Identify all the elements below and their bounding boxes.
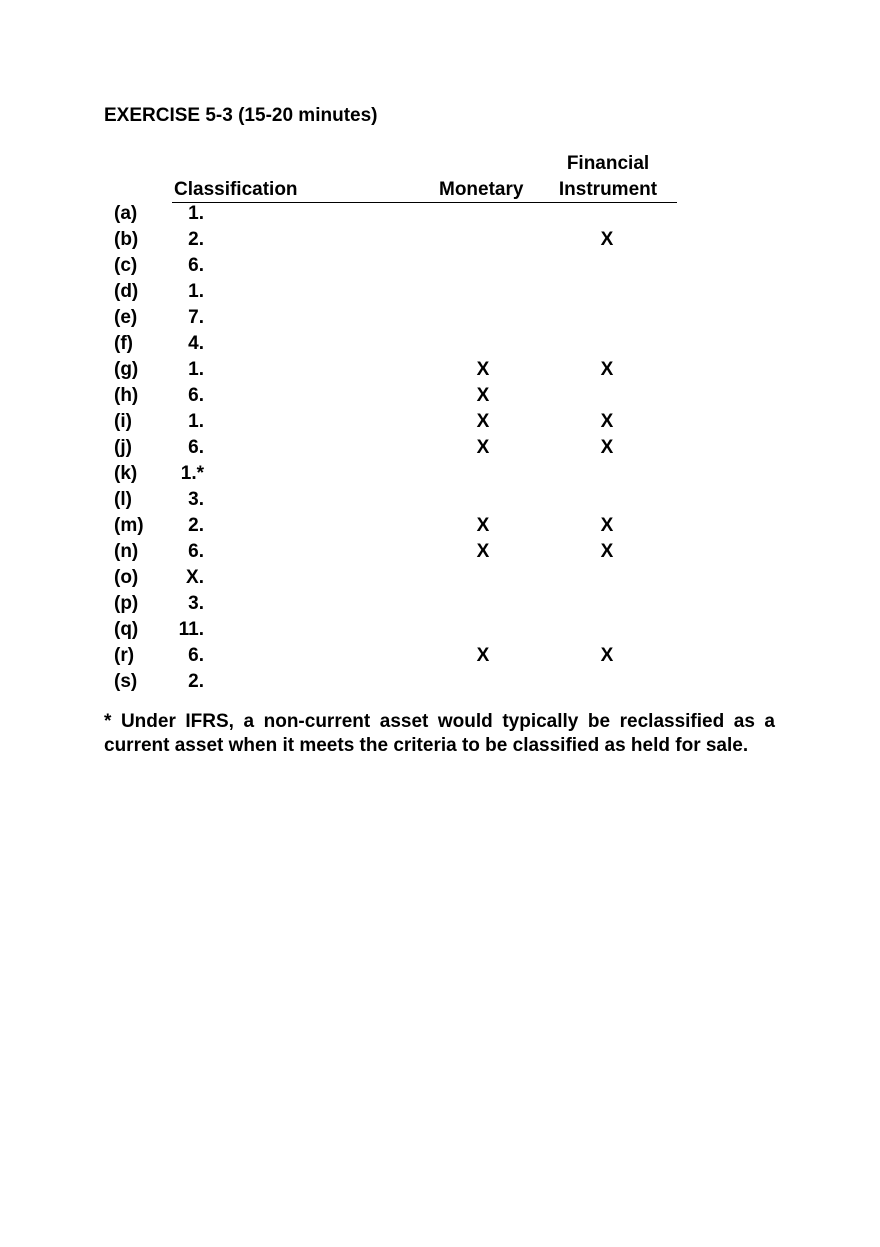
- row-classification: 1.: [188, 281, 204, 302]
- table-row: [0, 305, 880, 331]
- row-monetary: X: [476, 359, 490, 380]
- table-row: [0, 383, 880, 409]
- row-classification: 7.: [188, 307, 204, 328]
- row-financial-instrument: X: [600, 411, 614, 432]
- row-monetary: X: [476, 437, 490, 458]
- table-row: [0, 565, 880, 591]
- row-classification: 6.: [188, 541, 204, 562]
- row-financial-instrument: X: [600, 515, 614, 536]
- table-row: [0, 435, 880, 461]
- row-label: (l): [114, 489, 132, 510]
- row-classification: 4.: [188, 333, 204, 354]
- row-classification: 6.: [188, 385, 204, 406]
- row-classification: 3.: [188, 593, 204, 614]
- row-classification: 1.*: [180, 463, 204, 484]
- table-row: [0, 461, 880, 487]
- row-financial-instrument: X: [600, 645, 614, 666]
- row-monetary: X: [476, 645, 490, 666]
- row-label: (b): [114, 229, 139, 250]
- row-label: (s): [114, 671, 138, 692]
- row-classification: 6.: [188, 437, 204, 458]
- row-classification: 2.: [188, 229, 204, 250]
- row-label: (f): [114, 333, 133, 354]
- row-label: (h): [114, 385, 139, 406]
- table-row: [0, 643, 880, 669]
- row-label: (a): [114, 203, 138, 224]
- row-label: (c): [114, 255, 138, 276]
- table-row: [0, 513, 880, 539]
- row-classification: 1.: [188, 203, 204, 224]
- row-label: (i): [114, 411, 132, 432]
- row-financial-instrument: X: [600, 437, 614, 458]
- row-monetary: X: [476, 411, 490, 432]
- row-financial-instrument: X: [600, 541, 614, 562]
- row-classification: 2.: [188, 671, 204, 692]
- row-label: (k): [114, 463, 138, 484]
- row-classification: 1.: [188, 411, 204, 432]
- table-row: [0, 539, 880, 565]
- row-label: (m): [114, 515, 144, 536]
- exercise-title: EXERCISE 5-3 (15-20 minutes): [104, 105, 378, 126]
- table-row: [0, 201, 880, 227]
- row-classification: 3.: [188, 489, 204, 510]
- table-row: [0, 279, 880, 305]
- table-row: [0, 617, 880, 643]
- row-label: (q): [114, 619, 139, 640]
- row-classification: X.: [186, 567, 204, 588]
- table-row: [0, 669, 880, 695]
- row-classification: 11.: [178, 619, 204, 640]
- row-classification: 6.: [188, 255, 204, 276]
- row-monetary: X: [476, 541, 490, 562]
- table-row: [0, 357, 880, 383]
- classification-header: Classification: [174, 179, 298, 200]
- row-classification: 6.: [188, 645, 204, 666]
- monetary-header: Monetary: [439, 179, 524, 200]
- row-label: (d): [114, 281, 139, 302]
- table-row: [0, 253, 880, 279]
- row-label: (j): [114, 437, 132, 458]
- row-label: (g): [114, 359, 139, 380]
- row-monetary: X: [476, 515, 490, 536]
- table-row: [0, 227, 880, 253]
- row-monetary: X: [476, 385, 490, 406]
- classification-table: [0, 201, 880, 695]
- row-financial-instrument: X: [600, 359, 614, 380]
- table-row: [0, 487, 880, 513]
- row-financial-instrument: X: [600, 229, 614, 250]
- financial-instrument-header-line2: Instrument: [558, 179, 658, 200]
- row-label: (r): [114, 645, 135, 666]
- row-label: (n): [114, 541, 139, 562]
- financial-instrument-header-line1: Financial: [566, 153, 650, 174]
- row-classification: 2.: [188, 515, 204, 536]
- table-row: [0, 591, 880, 617]
- table-row: [0, 409, 880, 435]
- row-label: (o): [114, 567, 139, 588]
- row-label: (e): [114, 307, 138, 328]
- row-label: (p): [114, 593, 139, 614]
- ifrs-footnote: * Under IFRS, a non-current asset would typically be reclassified as a current asset when it meets the criteria to be classified as held for sale.: [104, 711, 775, 756]
- row-classification: 1.: [188, 359, 204, 380]
- table-row: [0, 331, 880, 357]
